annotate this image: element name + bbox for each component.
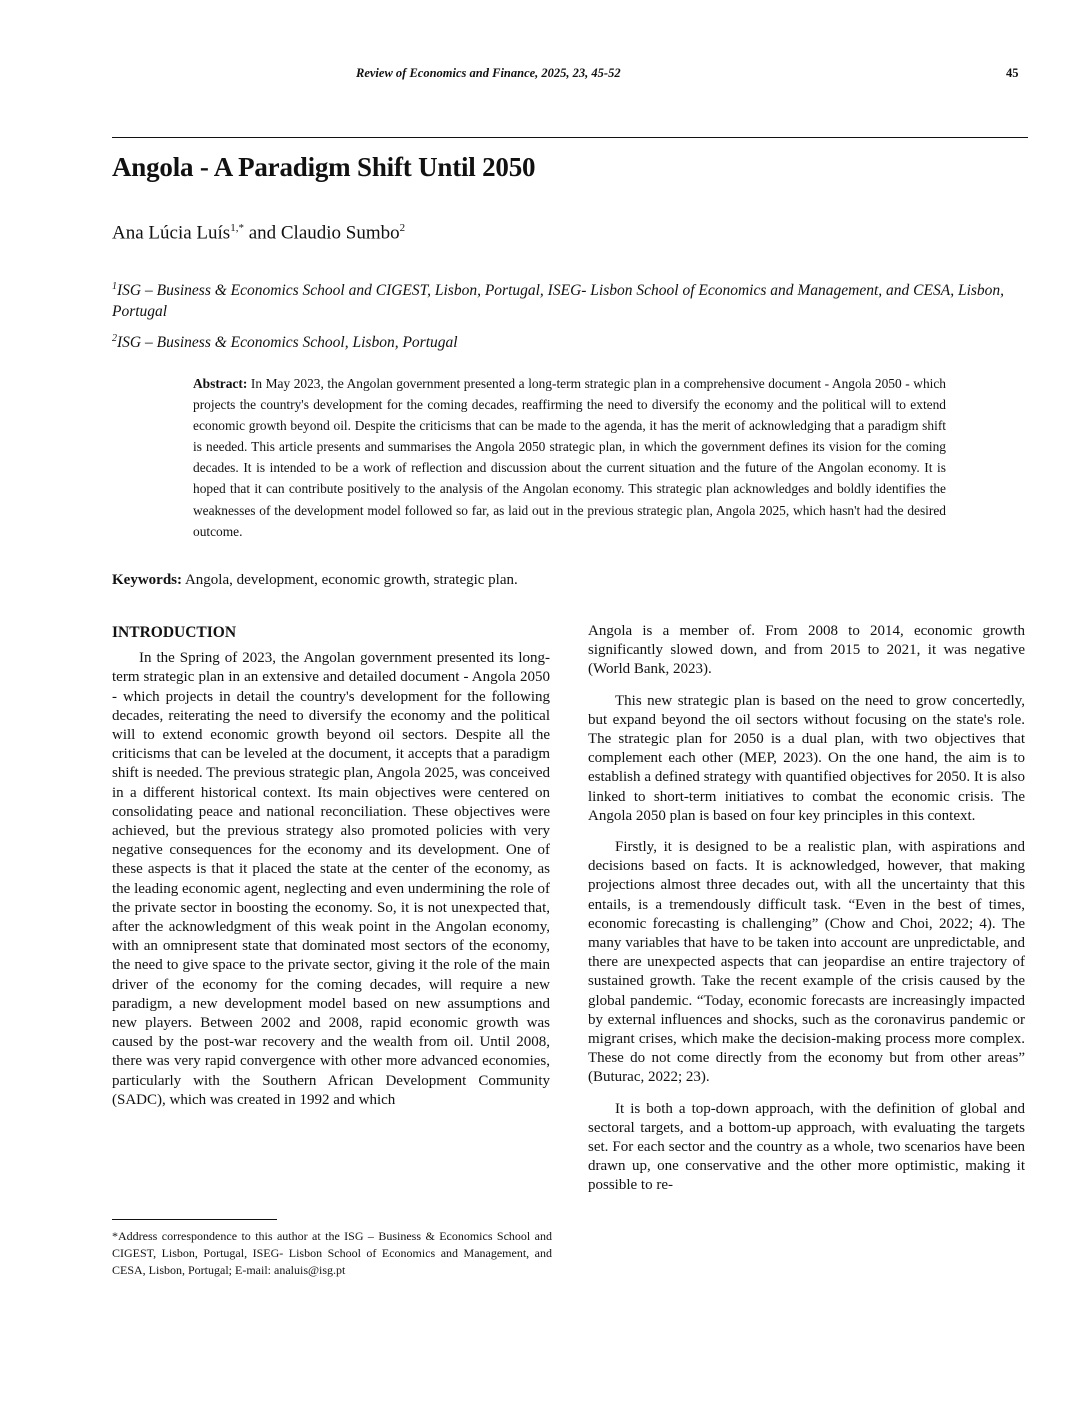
affiliation-text: ISG – Business & Economics School, Lisbon, Portugal [117,334,458,352]
keywords-text: Angola, development, economic growth, strategic plan. [184,572,518,588]
affiliation-marker: 1 [112,281,117,292]
abstract [193,373,946,542]
body-paragraph: Firstly, it is designed to be a realistic plan, with aspirations and decisions based on facts. It is acknowledged, however, that making projections almost three decades out, with all the uncertainty that this entails, is a tremendously difficult task. “Even in the best of times, economic forecasting is challenging” (Chow and Choi, 2022; 4). The many variables that have to be taken into account are unpredictable, and there are unexpected aspects that can jeopardise an entire trajectory of sustained growth. Take the recent example of the crisis caused by the global pandemic. “Today, economic forecasts are increasingly impacted by external influences and shocks, such as the coronavirus pandemic or migrant crises, which make the decision-making process more complex. These do not come directly from the economy but from other areas” (Buturac, 2022; 23). [588,839,1025,1086]
running-head [0,66,1088,86]
author-name: Ana Lúcia Luís [112,222,231,244]
section-heading: INTRODUCTION [112,624,237,641]
journal-citation: Review of Economics and Finance, 2025, 23, 45-52 [356,66,621,80]
affiliation-1 [112,276,1012,322]
body-paragraph: This new strategic plan is based on the need to grow concertedly, but expand beyond the oil sectors without focusing on the state's role. The strategic plan for 2050 is a dual plan, with two objectives that complement each other (MEP, 2023). On the one hand, the aim is to establish a defined strategy with quantified objectives for 2050. It is also linked to short-term initiatives to combat the economic crisis. The Angola 2050 plan is based on four key principles in this context. [588,692,1025,824]
page-number: 45 [1006,66,1019,80]
abstract-text: In May 2023, the Angolan government presented a long-term strategic plan in a comprehensive document - Angola 2050 - which projects the country's development for the coming decades, reaffirming the need to diversify the economy and the political will to extend economic growth beyond oil. Despite the criticisms that can be made to the agenda, it has the merit of acknowledging that a paradigm shift is needed. This article presents and summarises the Angola 2050 strategic plan, in which the government defines its vision for the coming decades. It is intended to be a work of reflection and discussion about the current situation and the future of the Angolan economy. It is hoped that it can contribute positively to the analysis of the Angolan economy. This strategic plan acknowledges and boldly identifies the weaknesses of the development model followed so far, as laid out in the previous strategic plan, Angola 2025, which hasn't had the desired outcome. [193,376,946,539]
author-superscript: 2 [399,222,406,234]
affiliation-2 [112,328,1012,353]
footnote-rule [112,1219,277,1220]
header-rule [112,137,1028,138]
author-line [112,222,405,244]
footnote: *Address correspondence to this author at the ISG – Business & Economics School and CIGEST, Lisbon, Portugal, ISEG- Lisbon School of Economics and Management, and CESA, Lisbon, Portugal; E-mail: analuis@isg.pt [112,1229,552,1277]
body-paragraph: In the Spring of 2023, the Angolan government presented its long-term strategic plan in an extensive and detailed document - Angola 2050 - which projects in detail the country's development for the following decades, reiterating the need to diversify the economy and the political will to extend economic growth beyond oil sectors. Despite all the criticisms that can be leveled at the document, it accepts that a paradigm shift is needed. The previous strategic plan, Angola 2025, was conceived in a different historical context. Its main objectives were centered on consolidating peace and national reconciliation. These objectives were achieved, but the previous strategy also promoted policies with very negative consequences for the economy and its development. One of these aspects is that it placed the state at the center of the economy, as the leading economic agent, neglecting and even undermining the role of the private sector in boosting the economy. So, it is not unexpected that, after the acknowledgment of this weak point in the Angolan economy, with an omnipresent state that dominated most sectors of the economy, the need to give space to the private sector, giving it the role of the main driver of the economy for the coming decades, will require a new paradigm, a new development model based on new assumptions and new players. Between 2002 and 2008, rapid economic growth was caused by the post-war recovery and the wealth from oil. Until 2008, there was very rapid convergence with other more advanced economies, particularly with the Southern African Development Community (SADC), which was created in 1992 and which [112,650,550,1108]
body-paragraph: Angola is a member of. From 2008 to 2014, economic growth significantly slowed down, and from 2015 to 2021, it was negative (World Bank, 2023). [588,623,1025,678]
right-column [588,622,1025,1196]
affiliation-marker: 2 [112,333,117,344]
abstract-label: Abstract: [193,376,248,391]
author-superscript: 1,* [230,222,244,234]
body-paragraph: It is both a top-down approach, with the definition of global and sectoral targets, and a bottom-up approach, with evaluating the targets set. For each sector and the country as a whole, two scenarios have been drawn up, one conservative and the other more optimistic, making it possible to re- [588,1100,1025,1194]
affiliation-text: ISG – Business & Economics School and CIGEST, Lisbon, Portugal, ISEG- Lisbon School of Economics and Management, and CESA, Lisbon, Portugal [112,282,1005,321]
left-column [112,623,550,1110]
author-name: Claudio Sumbo [280,222,400,244]
article-title: Angola - A Paradigm Shift Until 2050 [112,152,536,182]
keywords [112,572,518,589]
keywords-label: Keywords: [112,572,182,588]
author-conjunction: and [243,222,281,244]
